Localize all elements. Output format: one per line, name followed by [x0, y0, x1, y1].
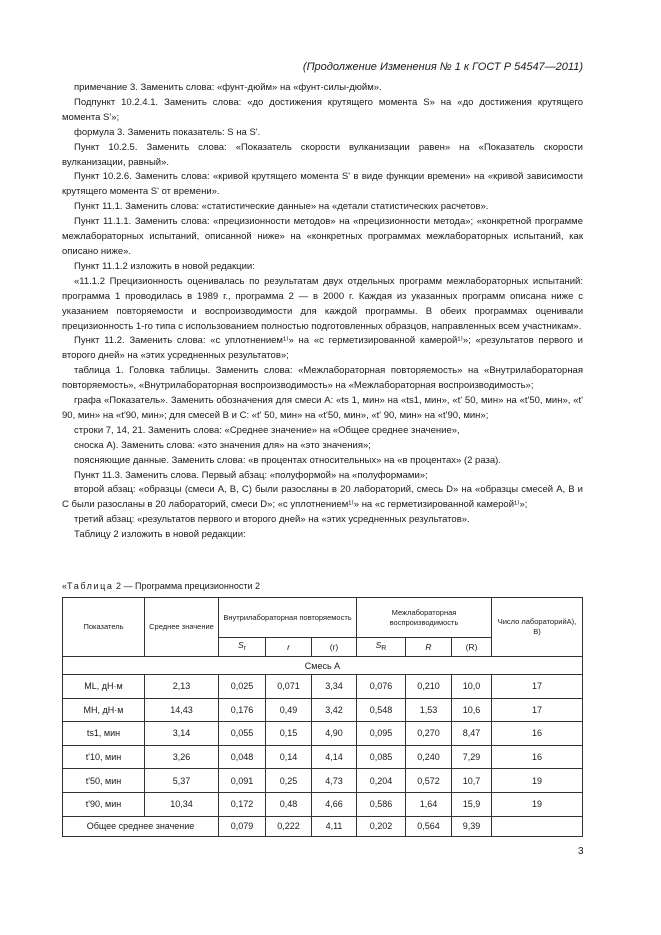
paragraph: Подпункт 10.2.4.1. Заменить слова: «до достижения крутящего момента S» на «до достижения крутящего момента S'»; — [62, 96, 583, 123]
header-within-lab: Внутрилабораторная повторяемость — [219, 598, 357, 638]
cell-labs: 16 — [492, 722, 583, 746]
total-r: 0,222 — [266, 816, 312, 836]
total-R: 0,564 — [406, 816, 452, 836]
paragraph: Пункт 11.1.2 изложить в новой редакции: — [74, 260, 255, 272]
table-row — [63, 698, 583, 722]
cell-r: 0,25 — [266, 769, 312, 793]
amendment-text — [62, 81, 583, 543]
cell-sr: 0,176 — [219, 698, 266, 722]
cell-r: 0,49 — [266, 698, 312, 722]
caption-label: Таблица — [67, 581, 114, 591]
total-sR: 0,202 — [357, 816, 406, 836]
paragraph: сноска A). Заменить слова: «это значения для» на «это значения»; — [74, 439, 371, 451]
cell-mean: 5,37 — [145, 769, 219, 793]
cell-sR: 0,548 — [357, 698, 406, 722]
paragraph: Пункт 11.1.1. Заменить слова: «прецизионности методов» на «прецизионности метода»; «конкретной программе межлабораторных испытаний, описанной ниже» на «конкретных программах межлабораторных испытаний, как описано ниже». — [62, 216, 583, 257]
cell-r: 0,071 — [266, 675, 312, 699]
header-r-paren: (r) — [312, 638, 357, 657]
cell-Rp: 8,47 — [452, 722, 492, 746]
table-row — [63, 675, 583, 699]
cell-Rp: 7,29 — [452, 745, 492, 769]
cell-R: 0,572 — [406, 769, 452, 793]
cell-rp: 3,42 — [312, 698, 357, 722]
cell-rp: 3,34 — [312, 675, 357, 699]
cell-sR: 0,095 — [357, 722, 406, 746]
precision-table — [62, 597, 583, 837]
cell-labs: 16 — [492, 745, 583, 769]
cell-sr: 0,055 — [219, 722, 266, 746]
paragraph: Пункт 11.1. Заменить слова: «статистические данные» на «детали статистических расчетов». — [74, 201, 489, 213]
cell-sR: 0,076 — [357, 675, 406, 699]
paragraph: примечание 3. Заменить слова: «фунт-дюйм» на «фунт-силы-дюйм». — [74, 82, 382, 93]
header-R-paren: (R) — [452, 638, 492, 657]
paragraph: третий абзац: «результатов первого и второго дней» на «этих усредненных результатов». — [74, 514, 470, 526]
header-R: R — [406, 638, 452, 657]
header-sR: $S_R$ — [357, 638, 406, 657]
total-sr: 0,079 — [219, 816, 266, 836]
document-header: (Продолжение Изменения № 1 к ГОСТ Р 54547—2011) — [302, 61, 583, 73]
cell-R: 0,210 — [406, 675, 452, 699]
paragraph: «11.1.2 Прецизионность оценивалась по результатам двух отдельных программ межлабораторных испытаний: программа 1 проводилась в 1989 г., программа 2 — в 2000 г. Каждая из указанных программ описана ниже с указанием повторяемости и воспроизводимости для каждой программы. В обеих программах оценивали прецизионность 1-го типа с использованием полностью подготовленных образцов, направленных всем участникам». — [62, 275, 583, 332]
cell-name: ts1, мин — [63, 722, 145, 746]
cell-r: 0,48 — [266, 792, 312, 816]
cell-mean: 3,26 — [145, 745, 219, 769]
cell-rp: 4,73 — [312, 769, 357, 793]
cell-labs: 19 — [492, 792, 583, 816]
cell-R: 0,270 — [406, 722, 452, 746]
paragraph: Пункт 10.2.5. Заменить слова: «Показатель скорости вулканизации равен» на «Показатель скорости вулканизации, равный». — [62, 141, 583, 168]
header-indicator: Показатель — [63, 598, 145, 657]
cell-R: 1,53 — [406, 698, 452, 722]
paragraph: Пункт 10.2.6. Заменить слова: «кривой крутящего момента S' в виде функции времени» на «кривой зависимости крутящего момента S' от времени». — [62, 171, 583, 198]
total-row — [63, 816, 583, 836]
paragraph: Пункт 11.3. Заменить слова. Первый абзац: «полуформой» на «полуформами»; — [74, 469, 428, 481]
total-labs — [492, 816, 583, 836]
cell-sr: 0,025 — [219, 675, 266, 699]
header-between-lab: Межлабораторная воспроизводимость — [357, 598, 492, 638]
cell-r: 0,14 — [266, 745, 312, 769]
paragraph: формула 3. Заменить показатель: S на S'. — [74, 126, 261, 138]
cell-labs: 17 — [492, 698, 583, 722]
cell-sR: 0,085 — [357, 745, 406, 769]
header-r: r — [266, 638, 312, 657]
cell-sR: 0,204 — [357, 769, 406, 793]
paragraph: Таблицу 2 изложить в новой редакции: — [74, 529, 246, 541]
paragraph: строки 7, 14, 21. Заменить слова: «Среднее значение» на «Общее среднее значение», — [74, 424, 460, 436]
cell-mean: 2,13 — [145, 675, 219, 699]
cell-labs: 19 — [492, 769, 583, 793]
cell-r: 0,15 — [266, 722, 312, 746]
header-sr: $S_r$ — [219, 638, 266, 657]
cell-mean: 10,34 — [145, 792, 219, 816]
cell-mean: 14,43 — [145, 698, 219, 722]
table-caption — [62, 581, 260, 591]
table-row — [63, 745, 583, 769]
cell-Rp: 10,7 — [452, 769, 492, 793]
paragraph: второй абзац: «образцы (смеси A, B, C) были разосланы в 20 лабораторий, смесь D» на «образцы смесей A, B и C были разосланы в 20 лабораторий, смеси D»; «с уплотнением¹⁾» на «с герметизированной камерой¹⁾»; — [62, 484, 583, 511]
table-row — [63, 722, 583, 746]
cell-sR: 0,586 — [357, 792, 406, 816]
caption-quote: « — [62, 581, 68, 591]
total-name: Общее среднее значение — [63, 816, 219, 836]
cell-name: ML, дН·м — [63, 675, 145, 699]
total-Rp: 9,39 — [452, 816, 492, 836]
cell-Rp: 15,9 — [452, 792, 492, 816]
table-row — [63, 792, 583, 816]
cell-Rp: 10,6 — [452, 698, 492, 722]
cell-R: 0,240 — [406, 745, 452, 769]
cell-sr: 0,091 — [219, 769, 266, 793]
cell-name: t'90, мин — [63, 792, 145, 816]
paragraph: Пункт 11.2. Заменить слова: «с уплотнением¹⁾» на «с герметизированной камерой¹⁾»; «результатов первого и второго дней» на «этих усредненных результатов»; — [62, 335, 583, 362]
caption-title: 2 — Программа прецизионности 2 — [113, 581, 261, 591]
paragraph: таблица 1. Головка таблицы. Заменить слова: «Межлабораторная повторяемость» на «Внутрилабораторная повторяемость», «Внутрилабораторная воспроизводимость» на «Межлабораторная воспроизводимость»; — [62, 365, 583, 392]
cell-labs: 17 — [492, 675, 583, 699]
paragraph: поясняющие данные. Заменить слова: «в процентах относительных» на «в процентах» (2 раза). — [74, 454, 501, 466]
header-mean: Среднее значение — [145, 598, 219, 657]
cell-rp: 4,66 — [312, 792, 357, 816]
paragraph: графа «Показатель». Заменить обозначения для смеси A: «ts 1, мин» на «ts1, мин», «t' 50, мин» на «t'50, мин», «t' 90, мин» на «t'90, мин»; для смесей B и C: «t' 50, мин» на «t'50, мин», «t' 90, мин» на «t'90, мин»; — [62, 395, 583, 421]
table-row — [63, 769, 583, 793]
cell-Rp: 10,0 — [452, 675, 492, 699]
cell-R: 1,64 — [406, 792, 452, 816]
cell-mean: 3,14 — [145, 722, 219, 746]
header-labs: Число лабораторийA), B) — [492, 598, 583, 657]
cell-name: MH, дН·м — [63, 698, 145, 722]
cell-sr: 0,048 — [219, 745, 266, 769]
cell-sr: 0,172 — [219, 792, 266, 816]
total-rp: 4,11 — [312, 816, 357, 836]
mixture-label: Смесь A — [63, 657, 583, 675]
cell-name: t'50, мин — [63, 769, 145, 793]
cell-rp: 4,90 — [312, 722, 357, 746]
cell-rp: 4,14 — [312, 745, 357, 769]
page-number: 3 — [578, 846, 584, 857]
cell-name: t'10, мин — [63, 745, 145, 769]
